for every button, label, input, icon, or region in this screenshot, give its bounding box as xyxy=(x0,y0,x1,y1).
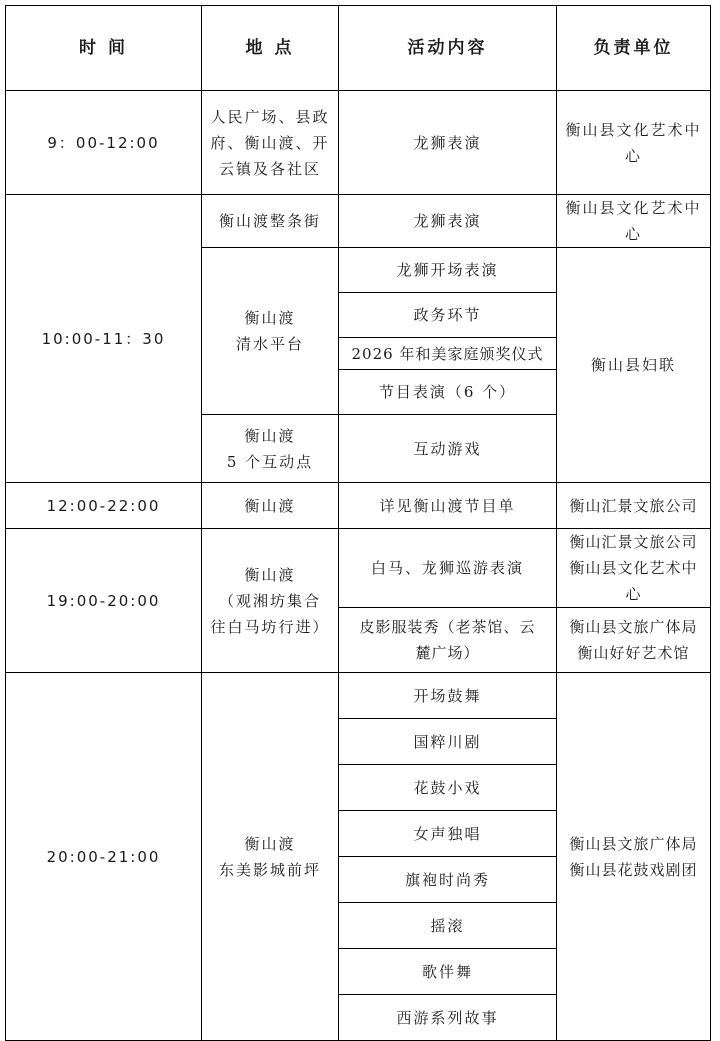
activity-line: 麓广场） xyxy=(415,644,480,662)
activity-cell: 开场鼓舞 xyxy=(339,673,557,719)
table-row xyxy=(6,483,711,529)
organizer-line: 心 xyxy=(625,585,642,603)
activity-cell: 西游系列故事 xyxy=(339,995,557,1041)
organizer-cell: 衡山县妇联 xyxy=(557,248,711,483)
location-line: 衡山渡 xyxy=(244,309,296,327)
table-row xyxy=(6,195,711,248)
schedule-table xyxy=(5,5,711,1041)
location-line: 往白马坊行进） xyxy=(210,617,330,636)
header-organizer: 负责单位 xyxy=(557,6,711,91)
activity-cell: 龙狮表演 xyxy=(339,91,557,195)
organizer-line: 衡山县花鼓戏剧团 xyxy=(569,860,698,879)
time-cell: 10:00-11：30 xyxy=(6,195,202,483)
activity-cell: 详见衡山渡节目单 xyxy=(339,483,557,529)
location-line: 5 个互动点 xyxy=(226,452,314,471)
activity-cell: 歌伴舞 xyxy=(339,949,557,995)
activity-cell: 2026 年和美家庭颁奖仪式 xyxy=(339,338,557,370)
organizer-line: 衡山县文化艺术中 xyxy=(569,559,698,577)
location-line: 云镇及各社区 xyxy=(218,159,321,178)
organizer-line: 衡山县文旅广体局 xyxy=(569,834,698,853)
location-cell xyxy=(202,91,339,195)
organizer-line: 衡山好好艺术馆 xyxy=(577,644,690,662)
activity-cell: 白马、龙狮巡游表演 xyxy=(339,529,557,608)
activity-cell: 政务环节 xyxy=(339,293,557,338)
organizer-cell xyxy=(557,91,711,195)
organizer-line: 衡山县文旅广体局 xyxy=(569,618,698,636)
organizer-cell xyxy=(557,608,711,673)
location-cell: 衡山渡 xyxy=(202,483,339,529)
location-line: 府、衡山渡、开 xyxy=(210,133,330,152)
location-cell xyxy=(202,248,339,415)
organizer-cell xyxy=(557,673,711,1041)
organizer-line: 衡山县文化艺术中 xyxy=(565,120,702,139)
header-row xyxy=(6,6,711,91)
activity-cell: 摇滚 xyxy=(339,903,557,949)
organizer-line: 衡山县文化艺术中 xyxy=(565,199,702,217)
header-time: 时 间 xyxy=(6,6,202,91)
location-line: 衡山渡 xyxy=(244,565,296,584)
activity-cell: 国粹川剧 xyxy=(339,719,557,765)
organizer-line: 衡山汇景文旅公司 xyxy=(569,533,698,551)
activity-cell: 龙狮开场表演 xyxy=(339,248,557,293)
activity-cell: 旗袍时尚秀 xyxy=(339,857,557,903)
organizer-line: 心 xyxy=(624,146,642,165)
location-line: 衡山渡 xyxy=(244,426,296,445)
location-cell: 衡山渡整条街 xyxy=(202,195,339,248)
organizer-cell xyxy=(557,195,711,248)
location-line: 衡山渡 xyxy=(244,834,296,853)
activity-cell: 女声独唱 xyxy=(339,811,557,857)
activity-cell: 龙狮表演 xyxy=(339,195,557,248)
location-line: 人民广场、县政 xyxy=(210,107,330,126)
location-cell xyxy=(202,415,339,483)
location-cell xyxy=(202,673,339,1041)
table-row xyxy=(6,91,711,195)
activity-cell xyxy=(339,608,557,673)
time-cell: 19:00-20:00 xyxy=(6,529,202,673)
header-location: 地 点 xyxy=(202,6,339,91)
header-activity: 活动内容 xyxy=(339,6,557,91)
time-cell: 9：00-12:00 xyxy=(6,91,202,195)
location-line: （观湘坊集合 xyxy=(218,591,321,610)
location-line: 东美影城前坪 xyxy=(218,860,321,879)
time-cell: 12:00-22:00 xyxy=(6,483,202,529)
location-line: 清水平台 xyxy=(235,335,304,353)
location-cell xyxy=(202,529,339,673)
time-cell: 20:00-21:00 xyxy=(6,673,202,1041)
activity-cell: 互动游戏 xyxy=(339,415,557,483)
activity-cell: 节目表演（6 个） xyxy=(339,370,557,415)
organizer-cell: 衡山汇景文旅公司 xyxy=(557,483,711,529)
table-row xyxy=(6,529,711,608)
organizer-line: 心 xyxy=(624,225,642,243)
activity-line: 皮影服装秀（老茶馆、云 xyxy=(359,618,536,636)
table-row xyxy=(6,673,711,719)
activity-cell: 花鼓小戏 xyxy=(339,765,557,811)
organizer-cell xyxy=(557,529,711,608)
